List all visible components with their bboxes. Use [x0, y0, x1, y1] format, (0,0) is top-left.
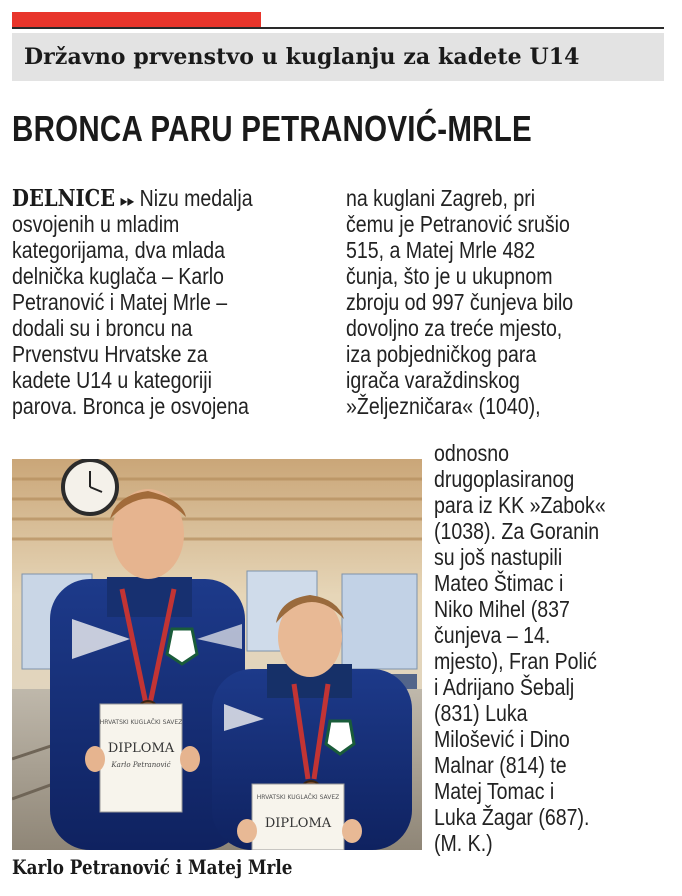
diploma-right-header: HRVATSKI KUGLAČKI SAVEZ — [256, 794, 340, 801]
dateline-arrows-icon: ▸▸ — [120, 193, 135, 210]
top-rule — [12, 27, 664, 29]
photo-caption: Karlo Petranović i Matej Mrle — [12, 855, 293, 879]
column-right-line: 515, a Matej Mrle 482 — [346, 237, 536, 263]
photo-illustration — [12, 459, 422, 850]
column-right-line: Matej Tomac i — [434, 778, 555, 804]
column-right-line: iza pobjedničkog para — [346, 341, 537, 367]
column-right-line: čunja, što je u ukupnom — [346, 263, 553, 289]
column-right-line: para iz KK »Zabok« — [434, 492, 606, 518]
column-right-line: (1038). Za Goranin — [434, 518, 600, 544]
column-left-line: dodali su i broncu na — [12, 315, 193, 341]
column-right-line: zbroju od 997 čunjeva bilo — [346, 289, 574, 315]
column-right-line: odnosno — [434, 440, 510, 466]
headline: BRONCA PARU PETRANOVIĆ-MRLE — [12, 108, 532, 149]
column-left-line: kadete U14 u kategoriji — [12, 367, 212, 393]
column-left-line: Prvenstvu Hrvatske za — [12, 341, 208, 367]
column-left-line: kategorijama, dva mlada — [12, 237, 225, 263]
diploma-left-name: Karlo Petranović — [111, 761, 171, 769]
column-left-line: Petranović i Matej Mrle – — [12, 289, 228, 315]
diploma-right-title: DIPLOMA — [264, 816, 332, 831]
club-crest-icon — [167, 629, 197, 664]
article-photo — [12, 459, 422, 850]
column-right-line: »Željezničara« (1040), — [346, 393, 541, 419]
column-left-line: osvojenih u mladim — [12, 211, 180, 237]
kicker-title: Državno prvenstvo u kuglanju za kadete U14 — [24, 44, 580, 70]
column-right-line: Luka Žagar (687). — [434, 804, 590, 830]
column-right-line: (M. K.) — [434, 830, 493, 856]
column-right-line: čunjeva – 14. — [434, 622, 551, 648]
kicker-box — [12, 33, 664, 81]
diploma-left-title: DIPLOMA — [107, 741, 175, 756]
column-right-line: drugoplasiranog — [434, 466, 575, 492]
column-right-line: (831) Luka — [434, 700, 528, 726]
column-right-line: mjesto), Fran Polić — [434, 648, 597, 674]
column-right-line: Milošević i Dino — [434, 726, 570, 752]
column-left-line: parova. Bronca je osvojena — [12, 393, 249, 419]
column-right-line: igrača varaždinskog — [346, 367, 520, 393]
column-right-line: Niko Mihel (837 — [434, 596, 570, 622]
column-left-line: delnička kuglača – Karlo — [12, 263, 224, 289]
column-right-line: i Adrijano Šebalj — [434, 674, 575, 700]
column-left-line-text: Nizu medalja — [139, 185, 253, 211]
column-right-line: dovoljno za treće mjesto, — [346, 315, 563, 341]
column-right-line: su još nastupili — [434, 544, 563, 570]
dateline: DELNICE — [12, 185, 116, 212]
section-accent-bar — [12, 12, 261, 27]
column-right-line: Malnar (814) te — [434, 752, 567, 778]
diploma-left-header: HRVATSKI KUGLAČKI SAVEZ — [99, 719, 183, 726]
column-right-line: Mateo Štimac i — [434, 570, 564, 596]
column-right-line: na kuglani Zagreb, pri — [346, 185, 536, 211]
column-right-line: čemu je Petranović srušio — [346, 211, 570, 237]
